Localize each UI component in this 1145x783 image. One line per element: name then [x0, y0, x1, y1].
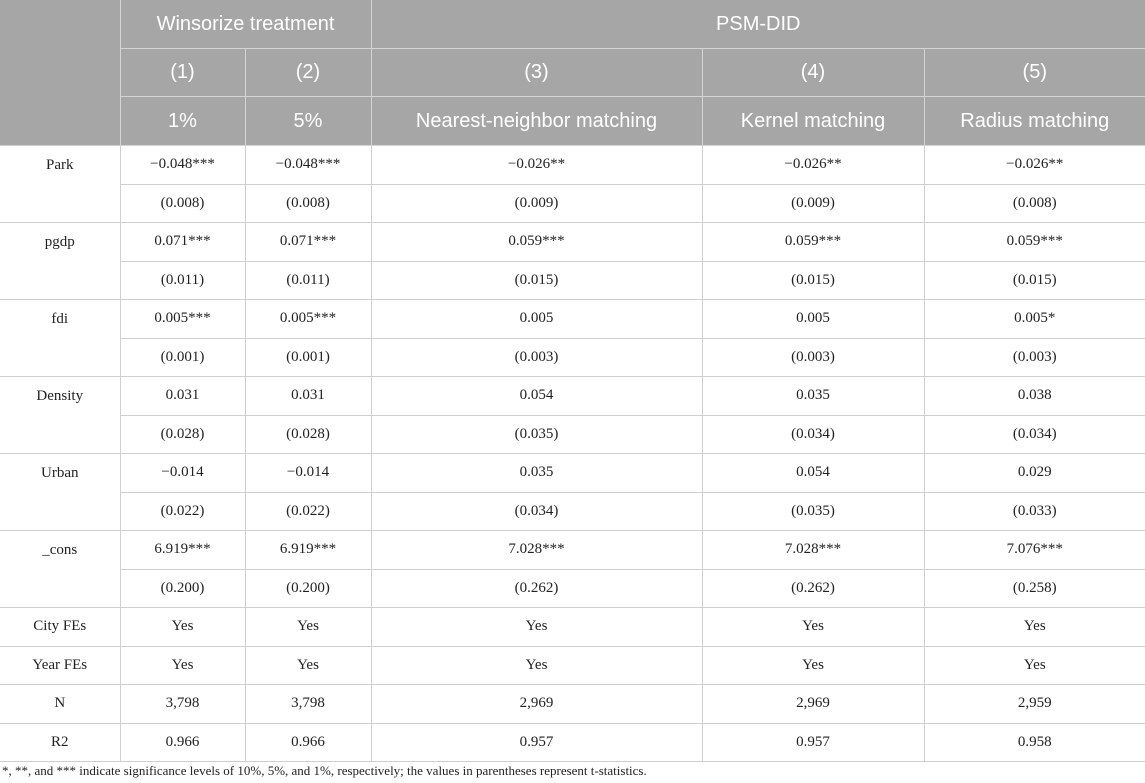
value-cell: 3,798 [245, 685, 371, 724]
coef-cell: 0.005* [924, 300, 1145, 339]
variable-label: fdi [0, 300, 120, 377]
se-cell: (0.028) [120, 415, 245, 454]
value-cell: Yes [371, 608, 702, 647]
coef-cell: 0.071*** [120, 223, 245, 262]
se-cell: (0.034) [924, 415, 1145, 454]
coef-cell: 0.031 [245, 377, 371, 416]
table-row [0, 454, 1145, 493]
value-cell: Yes [120, 608, 245, 647]
value-cell: 0.957 [702, 723, 924, 762]
se-cell: (0.008) [120, 184, 245, 223]
table-row [0, 146, 1145, 185]
value-cell: Yes [924, 646, 1145, 685]
col-label-1: 1% [120, 97, 245, 146]
coef-cell: −0.048*** [245, 146, 371, 185]
variable-label: Density [0, 377, 120, 454]
value-cell: Yes [702, 608, 924, 647]
se-cell: (0.003) [924, 338, 1145, 377]
se-cell: (0.200) [120, 569, 245, 608]
coef-cell: 0.035 [371, 454, 702, 493]
value-cell: 0.966 [245, 723, 371, 762]
se-cell: (0.008) [924, 184, 1145, 223]
coef-cell: −0.026** [702, 146, 924, 185]
variable-label: City FEs [0, 608, 120, 647]
coef-cell: 0.029 [924, 454, 1145, 493]
se-cell: (0.015) [371, 261, 702, 300]
coef-cell: 0.035 [702, 377, 924, 416]
table-row [0, 646, 1145, 685]
coef-cell: 0.038 [924, 377, 1145, 416]
coef-cell: −0.048*** [120, 146, 245, 185]
se-cell: (0.022) [245, 492, 371, 531]
value-cell: Yes [120, 646, 245, 685]
coef-cell: −0.026** [371, 146, 702, 185]
se-cell: (0.003) [371, 338, 702, 377]
coef-cell: 0.005 [371, 300, 702, 339]
value-cell: 3,798 [120, 685, 245, 724]
se-cell: (0.011) [120, 261, 245, 300]
value-cell: Yes [371, 646, 702, 685]
table-row [0, 300, 1145, 339]
col-label-5: Radius matching [924, 97, 1145, 146]
table-row [0, 377, 1145, 416]
variable-label: Urban [0, 454, 120, 531]
coef-cell: 0.059*** [924, 223, 1145, 262]
table-row [0, 338, 1145, 377]
variable-label: N [0, 685, 120, 724]
value-cell: 2,969 [702, 685, 924, 724]
coef-cell: 7.076*** [924, 531, 1145, 570]
se-cell: (0.034) [702, 415, 924, 454]
col-label-3: Nearest-neighbor matching [371, 97, 702, 146]
value-cell: Yes [245, 646, 371, 685]
se-cell: (0.258) [924, 569, 1145, 608]
variable-label: _cons [0, 531, 120, 608]
se-cell: (0.009) [371, 184, 702, 223]
coef-cell: 7.028*** [702, 531, 924, 570]
value-cell: 2,969 [371, 685, 702, 724]
coef-cell: 0.071*** [245, 223, 371, 262]
coef-cell: 0.031 [120, 377, 245, 416]
col-label-4: Kernel matching [702, 97, 924, 146]
coef-cell: 6.919*** [120, 531, 245, 570]
se-cell: (0.009) [702, 184, 924, 223]
value-cell: Yes [924, 608, 1145, 647]
col-number-1: (1) [120, 49, 245, 97]
table-header [0, 0, 1145, 146]
se-cell: (0.035) [371, 415, 702, 454]
coef-cell: 6.919*** [245, 531, 371, 570]
se-cell: (0.003) [702, 338, 924, 377]
coef-cell: −0.014 [120, 454, 245, 493]
variable-label: Park [0, 146, 120, 223]
value-cell: 2,959 [924, 685, 1145, 724]
table-footnote: *, **, and *** indicate significance levels of 10%, 5%, and 1%, respectively; the values in parentheses represent t-statistics. [2, 763, 647, 778]
se-cell: (0.001) [245, 338, 371, 377]
coef-cell: 0.005 [702, 300, 924, 339]
se-cell: (0.028) [245, 415, 371, 454]
coef-cell: 0.059*** [702, 223, 924, 262]
value-cell: 0.966 [120, 723, 245, 762]
se-cell: (0.033) [924, 492, 1145, 531]
table-row [0, 184, 1145, 223]
col-number-4: (4) [702, 49, 924, 97]
se-cell: (0.008) [245, 184, 371, 223]
col-number-2: (2) [245, 49, 371, 97]
variable-label: pgdp [0, 223, 120, 300]
se-cell: (0.262) [371, 569, 702, 608]
se-cell: (0.015) [924, 261, 1145, 300]
se-cell: (0.022) [120, 492, 245, 531]
se-cell: (0.001) [120, 338, 245, 377]
table-row [0, 608, 1145, 647]
table-body [0, 146, 1145, 762]
coef-cell: −0.014 [245, 454, 371, 493]
value-cell: Yes [245, 608, 371, 647]
table-row [0, 569, 1145, 608]
coef-cell: 7.028*** [371, 531, 702, 570]
variable-label: R2 [0, 723, 120, 762]
col-number-5: (5) [924, 49, 1145, 97]
table-row [0, 415, 1145, 454]
coef-cell: 0.059*** [371, 223, 702, 262]
table-row [0, 261, 1145, 300]
coef-cell: 0.005*** [120, 300, 245, 339]
coef-cell: 0.054 [371, 377, 702, 416]
se-cell: (0.015) [702, 261, 924, 300]
corner-cell [0, 0, 120, 146]
se-cell: (0.200) [245, 569, 371, 608]
se-cell: (0.011) [245, 261, 371, 300]
col-label-2: 5% [245, 97, 371, 146]
coef-cell: −0.026** [924, 146, 1145, 185]
coef-cell: 0.054 [702, 454, 924, 493]
table-row [0, 685, 1145, 724]
value-cell: 0.957 [371, 723, 702, 762]
se-cell: (0.034) [371, 492, 702, 531]
se-cell: (0.262) [702, 569, 924, 608]
group-header-psm-did: PSM-DID [371, 0, 1145, 49]
group-header-winsorize: Winsorize treatment [120, 0, 371, 49]
col-number-3: (3) [371, 49, 702, 97]
se-cell: (0.035) [702, 492, 924, 531]
value-cell: Yes [702, 646, 924, 685]
table-row [0, 492, 1145, 531]
table-row [0, 531, 1145, 570]
variable-label: Year FEs [0, 646, 120, 685]
table-row [0, 223, 1145, 262]
value-cell: 0.958 [924, 723, 1145, 762]
table-row [0, 723, 1145, 762]
coef-cell: 0.005*** [245, 300, 371, 339]
